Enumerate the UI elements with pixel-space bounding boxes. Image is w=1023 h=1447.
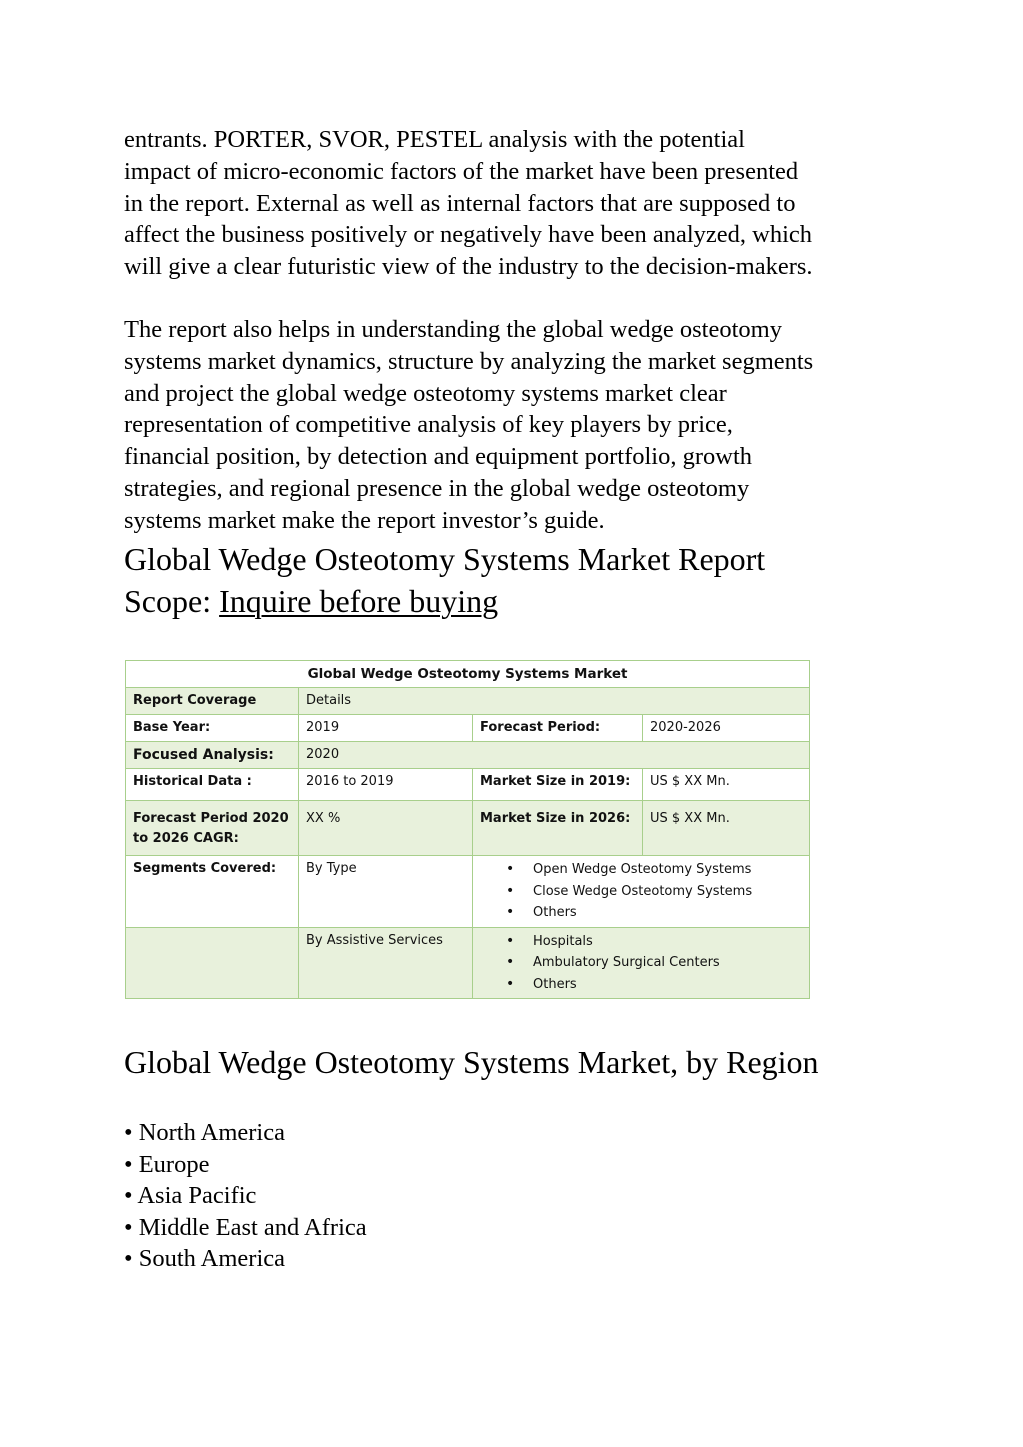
region-item-asia-pacific: • Asia Pacific xyxy=(124,1182,257,1210)
historical-data-value: 2016 to 2019 xyxy=(299,769,473,801)
focused-analysis-label: Focused Analysis: xyxy=(126,742,299,769)
list-item: • Others xyxy=(533,974,802,996)
bullet-icon: • xyxy=(506,975,515,992)
region-item-north-america: • North America xyxy=(124,1119,285,1146)
table-row xyxy=(126,742,810,769)
market-size-2019-value: US $ XX Mn. xyxy=(643,769,810,801)
details-label: Details xyxy=(299,688,810,715)
bullet-icon: • xyxy=(506,904,515,920)
by-services-list xyxy=(505,931,802,996)
market-size-2026-label: Market Size in 2026: xyxy=(473,801,643,856)
cagr-label: Forecast Period 2020 to 2026 CAGR: xyxy=(126,801,299,856)
paragraph-entrants: entrants. PORTER, SVOR, PESTEL analysis with the potential impact of micro-economic factors of the market have been presented in the report. External as well as internal factors that are supposed to affect the business positively or negatively have been analyzed, which will give a clear futuristic view of the industry to the decision-makers. xyxy=(124,126,813,281)
report-scope-heading xyxy=(124,538,914,622)
region-item-europe: • Europe xyxy=(124,1150,210,1178)
region-item-middle-east-africa: • Middle East and Africa xyxy=(124,1213,367,1241)
cagr-value: XX % xyxy=(299,801,473,856)
by-type-list-cell xyxy=(473,856,810,928)
table-row xyxy=(126,856,810,928)
bullet-icon: • xyxy=(506,861,515,877)
paragraph-report-helps: The report also helps in understanding the global wedge osteotomy systems market dynamics, structure by analyzing the market segments and project the global wedge osteotomy systems market clear representation of competitive analysis of key players by price, financial position, by detection and equipment portfolio, growth strategies, and regional presence in the global wedge osteotomy systems market make the report investor’s guide. xyxy=(124,315,814,534)
document-body xyxy=(124,124,914,622)
forecast-period-value: 2020-2026 xyxy=(643,715,810,742)
market-size-2026-value: US $ XX Mn. xyxy=(643,801,810,856)
by-type-list xyxy=(505,859,802,924)
report-coverage-label: Report Coverage xyxy=(126,688,299,715)
region-list xyxy=(124,1117,367,1275)
report-scope-heading-prefix: Scope: xyxy=(124,582,220,619)
segments-covered-label: Segments Covered: xyxy=(126,856,299,928)
inquire-before-buying-link[interactable]: Inquire before buying xyxy=(219,582,499,619)
region-item-south-america: • South America xyxy=(124,1245,285,1273)
table-row xyxy=(126,715,810,742)
bullet-icon: • xyxy=(506,932,515,949)
historical-data-label: Historical Data : xyxy=(126,769,299,801)
base-year-label: Base Year: xyxy=(126,715,299,742)
by-assistive-services-label: By Assistive Services xyxy=(299,927,473,999)
table-title: Global Wedge Osteotomy Systems Market xyxy=(126,661,810,688)
bullet-icon: • xyxy=(506,882,515,899)
table-row xyxy=(126,927,810,999)
region-heading: Global Wedge Osteotomy Systems Market, by Region xyxy=(124,1044,819,1080)
by-type-label: By Type xyxy=(299,856,473,928)
table-row xyxy=(126,801,810,856)
list-item: • Close Wedge Osteotomy Systems xyxy=(533,881,802,903)
report-scope-table xyxy=(125,660,810,999)
forecast-period-label: Forecast Period: xyxy=(473,715,643,742)
market-size-2019-label: Market Size in 2019: xyxy=(473,769,643,801)
empty-cell xyxy=(126,927,299,999)
list-item: • Ambulatory Surgical Centers xyxy=(533,952,802,974)
by-services-list-cell xyxy=(473,927,810,999)
table-row xyxy=(126,769,810,801)
list-item: • Hospitals xyxy=(533,931,802,953)
bullet-icon: • xyxy=(506,954,515,970)
base-year-value: 2019 xyxy=(299,715,473,742)
list-item: • Others xyxy=(533,902,802,924)
table-row xyxy=(126,688,810,715)
focused-analysis-value: 2020 xyxy=(299,742,810,769)
list-item: • Open Wedge Osteotomy Systems xyxy=(533,859,802,881)
report-scope-heading-line1: Global Wedge Osteotomy Systems Market Report xyxy=(124,540,766,577)
